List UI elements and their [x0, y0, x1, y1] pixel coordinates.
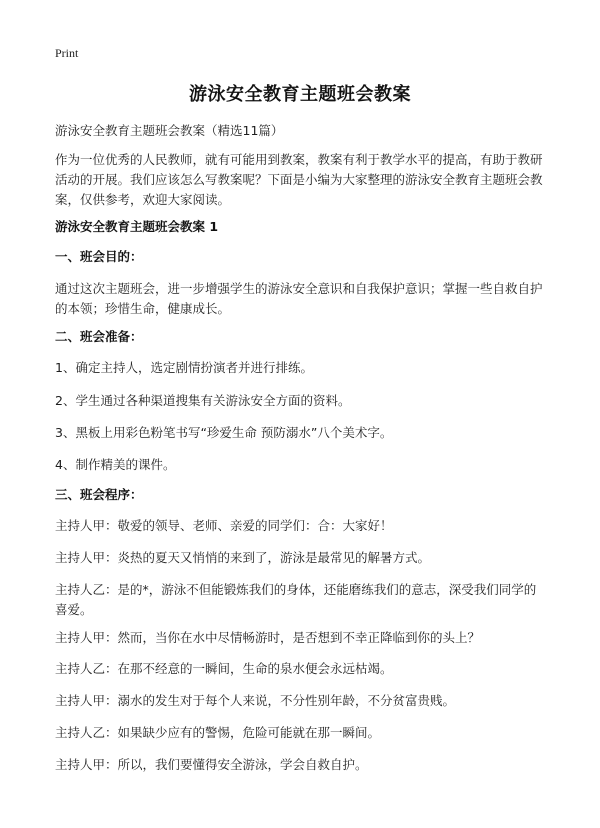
procedure-heading: 三、班会程序：: [55, 487, 143, 502]
preparation-item: 1、确定主持人，选定剧情扮演者并进行排练。: [55, 360, 313, 375]
page-title: 游泳安全教育主题班会教案: [189, 84, 411, 105]
dialogue-line: 主持人乙：是的*，游泳不但能锻炼我们的身体，还能磨练我们的意志，深受我们同学的喜爱。: [55, 582, 537, 617]
intro-paragraph: 作为一位优秀的人民教师，就有可能用到教案，教案有利于教学水平的提高，有助于教研活动的开展。我们应该怎么写教案呢？下面是小编为大家整理的游泳安全教育主题班会教案，仅供参考，欢迎大家阅读。: [55, 152, 543, 207]
dialogue-line: 主持人甲：敬爱的领导、老师、亲爱的同学们：合：大家好！: [55, 518, 393, 533]
dialogue-line: 主持人甲：所以，我们要懂得安全游泳，学会自救自护。: [55, 757, 368, 772]
dialogue-line: 主持人乙：在那不经意的一瞬间，生命的泉水便会永远枯竭。: [55, 661, 393, 676]
dialogue-line: 主持人甲：然而，当你在水中尽情畅游时，是否想到不幸正降临到你的头上？: [55, 630, 481, 645]
section-title: 游泳安全教育主题班会教案 1: [55, 219, 219, 234]
subtitle: 游泳安全教育主题班会教案（精选11篇）: [55, 123, 284, 138]
preparation-heading: 二、班会准备：: [55, 329, 143, 344]
dialogue-line: 主持人甲：溺水的发生对于每个人来说，不分性别年龄，不分贫富贵贱。: [55, 693, 456, 708]
purpose-heading: 一、班会目的：: [55, 249, 143, 264]
dialogue-line: 主持人乙：如果缺少应有的警惕，危险可能就在那一瞬间。: [55, 725, 381, 740]
preparation-item: 4、制作精美的课件。: [55, 457, 176, 472]
print-link[interactable]: Print: [55, 46, 79, 60]
dialogue-line: 主持人甲：炎热的夏天又悄悄的来到了，游泳是最常见的解暑方式。: [55, 550, 431, 565]
preparation-item: 3、黑板上用彩色粉笔书写“珍爱生命 预防溺水”八个美术字。: [55, 425, 393, 440]
purpose-text: 通过这次主题班会，进一步增强学生的游泳安全意识和自我保护意识；掌握一些自救自护的本领；珍惜生命，健康成长。: [55, 281, 543, 316]
preparation-item: 2、学生通过各种渠道搜集有关游泳安全方面的资料。: [55, 393, 351, 408]
